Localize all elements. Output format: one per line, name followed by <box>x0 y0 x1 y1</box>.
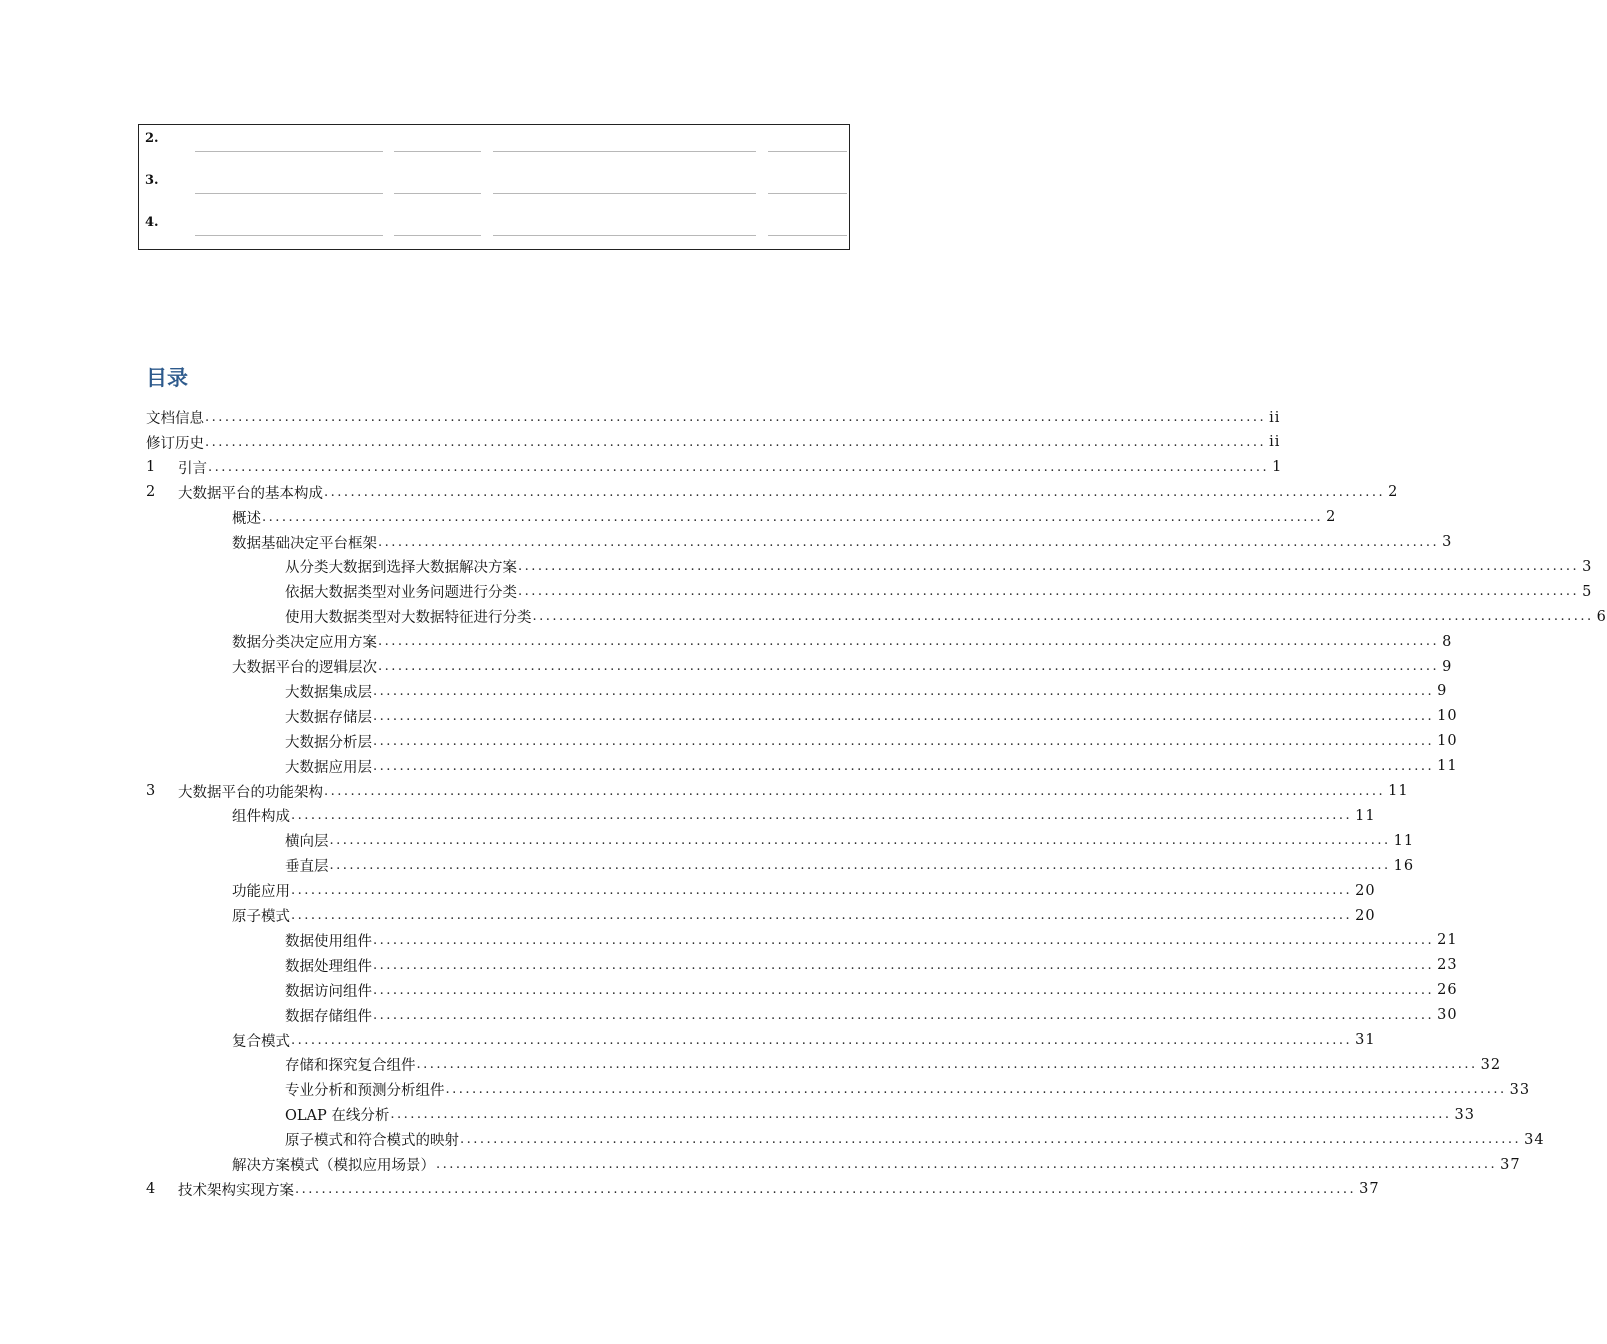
toc-entry-page: 37 <box>1500 1156 1521 1173</box>
toc-entry-title: 文档信息 <box>146 411 204 427</box>
toc-entry[interactable] <box>285 554 1593 579</box>
revision-field-line <box>768 235 847 236</box>
toc-entry-title: 原子模式 <box>232 909 290 925</box>
toc-dot-leader: ................................................................................................................................................................ <box>208 459 1270 475</box>
toc-entry-page: ii <box>1269 409 1281 426</box>
toc-dot-leader: ................................................................................................................................................................ <box>324 783 1386 799</box>
toc-dot-leader: ................................................................................................................................................................ <box>291 883 1353 899</box>
revision-field-line <box>195 235 383 236</box>
toc-entry-title: 专业分析和预测分析组件 <box>285 1083 445 1100</box>
toc-dot-leader: ................................................................................................................................................................ <box>373 708 1435 724</box>
toc-entry[interactable] <box>285 828 1415 853</box>
toc-entry-title: 数据处理组件 <box>285 958 372 975</box>
revision-field-line <box>394 235 481 236</box>
toc-entry-title: 引言 <box>178 460 207 477</box>
toc-entry-title: 技术架构实现方案 <box>178 1182 294 1199</box>
toc-entry[interactable] <box>285 579 1593 604</box>
toc-entry-page: 2 <box>1388 484 1399 501</box>
toc-entry-page: 10 <box>1437 708 1458 725</box>
toc-dot-leader: ................................................................................................................................................................ <box>324 484 1386 500</box>
toc-entry-title: 依据大数据类型对业务问题进行分类 <box>285 585 517 602</box>
revision-row-number: 3. <box>145 173 159 188</box>
toc-entry[interactable] <box>285 928 1458 953</box>
revision-row <box>139 215 849 235</box>
revision-row <box>139 173 849 193</box>
toc-dot-leader: ................................................................................................................................................................ <box>445 1082 1507 1098</box>
toc-entry-title: 存储和探究复合组件 <box>285 1058 416 1075</box>
toc-dot-leader: ................................................................................................................................................................ <box>390 1107 1452 1123</box>
toc-entry-title: 数据基础决定平台框架 <box>232 535 377 552</box>
toc-entry-title: 修订历史 <box>146 435 204 452</box>
toc-entry[interactable] <box>232 629 1453 654</box>
toc-entry-page: 11 <box>1355 807 1376 824</box>
toc-entry-page: 23 <box>1437 957 1458 974</box>
toc-entry-page: 26 <box>1437 982 1458 999</box>
toc-dot-leader: ................................................................................................................................................................ <box>436 1157 1498 1172</box>
toc-dot-leader: ................................................................................................................................................................ <box>262 509 1324 525</box>
toc-entry-page: 20 <box>1355 907 1376 924</box>
toc-entry-title: 数据使用组件 <box>285 933 372 950</box>
revision-field-line <box>493 235 756 236</box>
toc-dot-leader: ................................................................................................................................................................ <box>373 733 1435 749</box>
toc-heading: 目录 <box>146 366 188 390</box>
toc-entry-title: 使用大数据类型对大数据特征进行分类 <box>285 610 532 627</box>
toc-dot-leader: ................................................................................................................................................................ <box>373 957 1435 973</box>
toc-entry[interactable] <box>285 754 1458 779</box>
toc-entry[interactable] <box>232 803 1376 828</box>
toc-dot-leader: ................................................................................................................................................................ <box>378 534 1440 550</box>
toc-entry-page: 11 <box>1388 783 1409 799</box>
toc-entry-page: 16 <box>1393 857 1415 874</box>
toc-entry-page: 3 <box>1582 558 1593 575</box>
toc-entry[interactable] <box>232 505 1337 530</box>
toc-entry[interactable] <box>146 779 1409 804</box>
toc-entry-title: 垂直层 <box>285 859 329 876</box>
toc-entry-page: 6 <box>1596 608 1607 625</box>
revision-row-number: 2. <box>145 131 159 146</box>
toc-entry-number: 3 <box>146 783 156 799</box>
revision-field-line <box>195 193 383 194</box>
toc-entry-page: 30 <box>1437 1007 1458 1024</box>
toc-entry-page: 2 <box>1326 509 1337 526</box>
toc-entry[interactable] <box>285 1102 1475 1127</box>
toc-entry-page: 34 <box>1524 1131 1545 1148</box>
toc-entry-title: 大数据平台的功能架构 <box>178 784 323 801</box>
toc-entry[interactable] <box>285 953 1458 978</box>
toc-entry-page: 33 <box>1454 1106 1475 1123</box>
toc-entry[interactable] <box>146 455 1283 480</box>
toc-entry[interactable] <box>285 1052 1502 1077</box>
toc-entry-number: 4 <box>146 1181 156 1198</box>
toc-entry-title: 大数据分析层 <box>285 734 372 751</box>
toc-entry-title: 复合模式 <box>232 1033 290 1050</box>
toc-entry-page: 9 <box>1437 683 1448 700</box>
toc-dot-leader: ................................................................................................................................................................ <box>518 584 1580 600</box>
toc-entry[interactable] <box>285 679 1448 704</box>
toc-entry-title: 横向层 <box>285 834 329 851</box>
toc-dot-leader: ................................................................................................................................................................ <box>291 1032 1353 1048</box>
toc-entry-page: 32 <box>1480 1056 1502 1073</box>
toc-entry[interactable] <box>285 1127 1545 1152</box>
revision-field-line <box>394 151 481 152</box>
toc-entry[interactable] <box>285 729 1458 754</box>
toc-entry[interactable] <box>285 1077 1531 1102</box>
toc-entry-title: 大数据平台的逻辑层次 <box>232 660 377 676</box>
toc-entry-title: 解决方案模式（模拟应用场景） <box>232 1158 435 1174</box>
toc-dot-leader: ................................................................................................................................................................ <box>205 434 1267 450</box>
toc-entry-page: 5 <box>1582 583 1593 600</box>
toc-entry-title: 功能应用 <box>232 884 290 901</box>
toc-dot-leader: ................................................................................................................................................................ <box>373 683 1435 699</box>
toc-entry[interactable] <box>232 1152 1521 1177</box>
toc-dot-leader: ................................................................................................................................................................ <box>291 808 1353 824</box>
toc-entry-title: 数据访问组件 <box>285 983 372 1000</box>
toc-entry-page: 11 <box>1437 758 1458 775</box>
toc-dot-leader: ................................................................................................................................................................ <box>295 1181 1357 1197</box>
toc-entry-page: 8 <box>1442 633 1453 650</box>
toc-entry[interactable] <box>232 878 1376 903</box>
toc-dot-leader: ................................................................................................................................................................ <box>329 858 1391 874</box>
revision-table <box>138 124 850 250</box>
toc-entry-title: 概述 <box>232 510 261 527</box>
toc-dot-leader: ................................................................................................................................................................ <box>373 758 1435 774</box>
toc-dot-leader: ................................................................................................................................................................ <box>460 1132 1522 1148</box>
toc-entry-title: 组件构成 <box>232 809 290 826</box>
toc-entry[interactable] <box>146 480 1399 505</box>
toc-dot-leader: ................................................................................................................................................................ <box>532 609 1594 625</box>
toc-entry[interactable] <box>232 654 1453 679</box>
toc-entry-page: 9 <box>1442 658 1453 675</box>
revision-row-number: 4. <box>145 215 159 230</box>
toc-entry-title: 从分类大数据到选择大数据解决方案 <box>285 560 517 577</box>
toc-entry-title: 大数据集成层 <box>285 684 372 701</box>
toc-entry-page: 31 <box>1355 1032 1376 1048</box>
toc-entry-page: 10 <box>1437 733 1458 750</box>
toc-entry-page: ii <box>1269 434 1281 451</box>
toc-entry-title: 原子模式和符合模式的映射 <box>285 1133 459 1150</box>
toc-entry[interactable] <box>146 1177 1380 1202</box>
toc-entry[interactable] <box>285 853 1415 878</box>
revision-field-line <box>394 193 481 194</box>
toc-dot-leader: ................................................................................................................................................................ <box>329 833 1391 849</box>
toc-entry-title: OLAP 在线分析 <box>285 1108 390 1125</box>
toc-entry-page: 1 <box>1272 459 1283 476</box>
revision-field-line <box>195 151 383 152</box>
toc-entry-page: 21 <box>1437 932 1458 949</box>
toc-entry-number: 1 <box>146 459 156 476</box>
toc-dot-leader: ................................................................................................................................................................ <box>205 410 1267 425</box>
toc-entry[interactable] <box>285 704 1458 729</box>
toc-entry[interactable] <box>232 903 1376 928</box>
toc-entry[interactable] <box>285 604 1607 629</box>
revision-field-line <box>768 193 847 194</box>
toc-dot-leader: ................................................................................................................................................................ <box>378 634 1440 650</box>
toc-entry[interactable] <box>285 1003 1458 1028</box>
toc-dot-leader: ................................................................................................................................................................ <box>373 932 1435 948</box>
toc-entry[interactable] <box>232 530 1453 555</box>
toc-dot-leader: ................................................................................................................................................................ <box>373 1007 1435 1023</box>
toc-entry[interactable] <box>285 978 1458 1003</box>
toc-entry-number: 2 <box>146 484 156 501</box>
toc-dot-leader: ................................................................................................................................................................ <box>416 1057 1478 1073</box>
toc-dot-leader: ................................................................................................................................................................ <box>378 659 1440 674</box>
toc-entry-page: 33 <box>1509 1081 1531 1098</box>
revision-field-line <box>768 151 847 152</box>
toc-entry-page: 20 <box>1355 882 1376 899</box>
revision-field-line <box>493 151 756 152</box>
revision-row <box>139 131 849 151</box>
toc-entry-title: 大数据平台的基本构成 <box>178 485 323 502</box>
toc-entry-title: 数据存储组件 <box>285 1008 372 1025</box>
toc-entry-title: 大数据应用层 <box>285 759 372 776</box>
toc-entry-page: 11 <box>1393 832 1415 849</box>
toc-entry[interactable] <box>232 1028 1376 1053</box>
toc-entry[interactable] <box>146 430 1281 455</box>
toc-entry-page: 37 <box>1359 1181 1380 1198</box>
toc-dot-leader: ................................................................................................................................................................ <box>373 982 1435 998</box>
toc-dot-leader: ................................................................................................................................................................ <box>518 559 1580 575</box>
revision-field-line <box>493 193 756 194</box>
toc-entry-title: 数据分类决定应用方案 <box>232 635 377 652</box>
toc-entry[interactable] <box>146 405 1281 430</box>
toc-entry-title: 大数据存储层 <box>285 709 372 726</box>
toc-dot-leader: ................................................................................................................................................................ <box>291 908 1353 923</box>
toc-entry-page: 3 <box>1442 534 1453 550</box>
